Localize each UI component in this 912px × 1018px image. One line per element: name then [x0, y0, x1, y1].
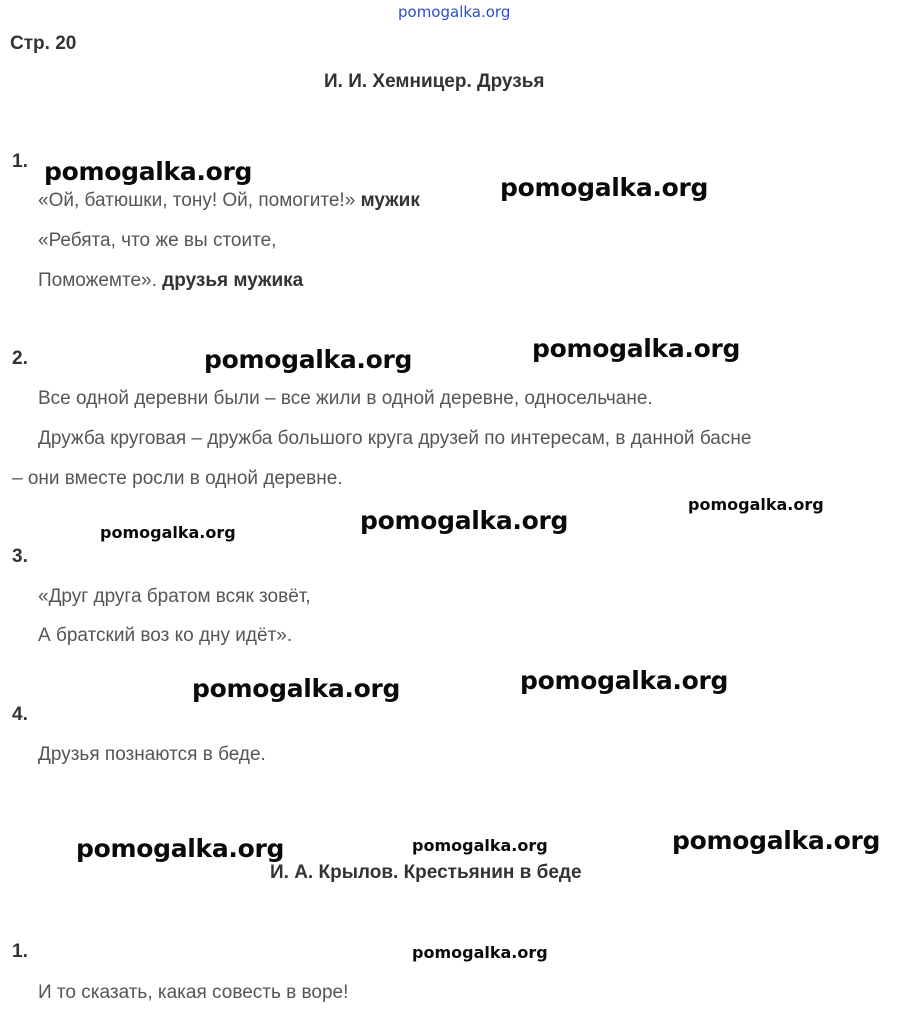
watermark: pomogalka.org	[44, 157, 253, 186]
speaker-label: мужик	[360, 190, 420, 211]
question-number-1: 1.	[12, 151, 28, 172]
question-number-1: 1.	[12, 941, 28, 962]
quote-text: «Ой, батюшки, тону! Ой, помогите!»	[38, 190, 356, 211]
watermark: pomogalka.org	[412, 943, 548, 962]
answer-line	[38, 270, 303, 292]
section-title-khemnitser: И. И. Хемницер. Друзья	[324, 71, 545, 92]
speaker-label: друзья мужика	[162, 270, 304, 291]
question-number-4: 4.	[12, 704, 28, 725]
question-number-3: 3.	[12, 546, 28, 567]
answer-line: «Ребята, что же вы стоите,	[38, 230, 277, 251]
question-number-2: 2.	[12, 348, 28, 369]
watermark: pomogalka.org	[204, 345, 413, 374]
section-title-krylov: И. А. Крылов. Крестьянин в беде	[270, 862, 582, 883]
answer-line: Дружба круговая – дружба большого круга друзей по интересам, в данной басне	[38, 428, 752, 449]
site-link[interactable]: pomogalka.org	[398, 3, 511, 21]
watermark: pomogalka.org	[500, 173, 709, 202]
quote-text: Поможемте».	[38, 270, 157, 291]
answer-line: Друзья познаются в беде.	[38, 744, 266, 765]
watermark: pomogalka.org	[672, 826, 881, 855]
watermark: pomogalka.org	[192, 674, 401, 703]
answer-line: «Друг друга братом всяк зовёт,	[38, 586, 311, 607]
answer-line	[38, 190, 420, 212]
answer-line: – они вместе росли в одной деревне.	[12, 468, 343, 489]
watermark: pomogalka.org	[688, 495, 824, 514]
watermark: pomogalka.org	[360, 506, 569, 535]
watermark: pomogalka.org	[412, 836, 548, 855]
watermark: pomogalka.org	[532, 334, 741, 363]
watermark: pomogalka.org	[100, 523, 236, 542]
answer-line: А братский воз ко дну идёт».	[38, 625, 293, 646]
page-number: Стр. 20	[10, 33, 77, 54]
answer-line: И то сказать, какая совесть в воре!	[38, 982, 349, 1003]
watermark: pomogalka.org	[76, 834, 285, 863]
answer-line: Все одной деревни были – все жили в одной деревне, односельчане.	[38, 388, 653, 409]
watermark: pomogalka.org	[520, 666, 729, 695]
